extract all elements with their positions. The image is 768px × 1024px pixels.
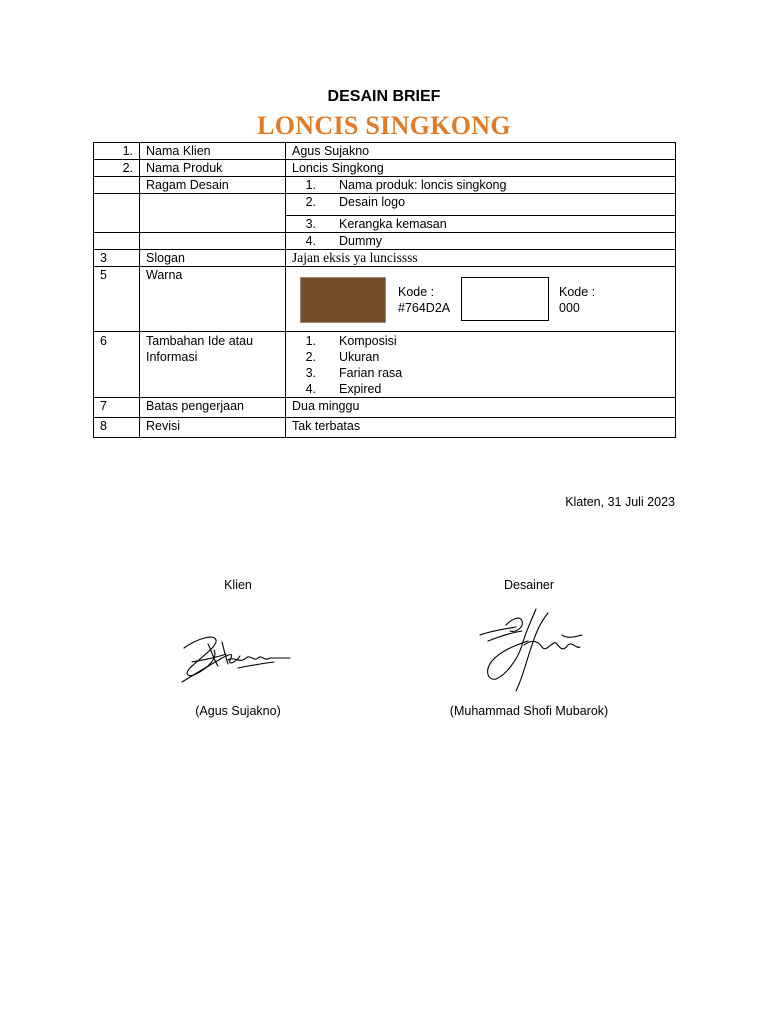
list-text: Kerangka kemasan <box>339 217 447 231</box>
table-row <box>94 177 676 194</box>
row-number: 8 <box>94 418 140 438</box>
list-text: Komposisi <box>339 334 397 348</box>
client-name: (Agus Sujakno) <box>195 704 281 718</box>
color-code-2: Kode : 000 <box>559 285 596 315</box>
design-list-item <box>286 233 676 250</box>
list-text: Farian rasa <box>339 366 403 380</box>
list-text: Desain logo <box>339 195 406 209</box>
table-row <box>94 332 676 398</box>
row-label: Batas pengerjaan <box>140 398 286 418</box>
table-row <box>94 233 676 250</box>
row-number: 3 <box>94 250 140 267</box>
color-swatch-white <box>461 277 549 321</box>
table-row <box>94 143 676 160</box>
document-title: DESAIN BRIEF <box>327 88 441 105</box>
row-label <box>140 233 286 250</box>
product-title: LONCIS SINGKONG <box>257 111 511 140</box>
table-row <box>94 250 676 267</box>
list-number: 1. <box>305 178 316 192</box>
list-number: 4. <box>305 382 316 396</box>
row-label: Revisi <box>140 418 286 438</box>
row-number: 7 <box>94 398 140 418</box>
list-number: 2. <box>305 350 316 364</box>
row-label: Slogan <box>140 250 286 267</box>
client-signature <box>178 628 294 688</box>
list-text: Ukuran <box>339 350 380 364</box>
table-row <box>94 267 676 332</box>
row-number <box>94 233 140 250</box>
row-value: Tak terbatas <box>286 418 676 438</box>
slogan-value: Jajan eksis ya luncissss <box>286 250 676 267</box>
list-text: Expired <box>339 382 382 396</box>
row-value: Dua minggu <box>286 398 676 418</box>
table-row <box>94 194 676 233</box>
client-role-label: Klien <box>224 578 252 592</box>
row-label: Nama Klien <box>140 143 286 160</box>
design-list-item <box>286 177 676 194</box>
list-number: 4. <box>305 234 316 248</box>
row-value: Agus Sujakno <box>286 143 676 160</box>
brief-table <box>93 142 676 438</box>
row-value: Loncis Singkong <box>286 160 676 177</box>
row-label: Nama Produk <box>140 160 286 177</box>
row-number: 1. <box>94 143 140 160</box>
row-label <box>140 194 286 233</box>
row-number: 6 <box>94 332 140 398</box>
row-label: Ragam Desain <box>140 177 286 194</box>
table-row <box>94 418 676 438</box>
place-date: Klaten, 31 Juli 2023 <box>565 495 675 509</box>
row-number <box>94 194 140 233</box>
list-number: 3. <box>305 366 316 380</box>
list-number: 1. <box>305 334 316 348</box>
color-swatch-brown <box>300 277 386 323</box>
list-text: Nama produk: loncis singkong <box>339 178 507 192</box>
row-label: Tambahan Ide atau Informasi <box>140 332 286 398</box>
row-number: 5 <box>94 267 140 332</box>
row-label: Warna <box>140 267 286 332</box>
designer-signature <box>476 605 588 695</box>
info-list <box>286 332 676 398</box>
table-row <box>94 398 676 418</box>
row-number <box>94 177 140 194</box>
list-text: Dummy <box>339 234 383 248</box>
color-cell <box>286 267 676 332</box>
row-number: 2. <box>94 160 140 177</box>
design-list-item <box>286 194 676 233</box>
color-code-1: Kode : #764D2A <box>398 285 451 315</box>
table-row <box>94 160 676 177</box>
list-number: 2. <box>305 195 316 209</box>
designer-role-label: Desainer <box>503 578 555 592</box>
list-number: 3. <box>305 217 316 231</box>
designer-name: (Muhammad Shofi Mubarok) <box>449 704 609 718</box>
